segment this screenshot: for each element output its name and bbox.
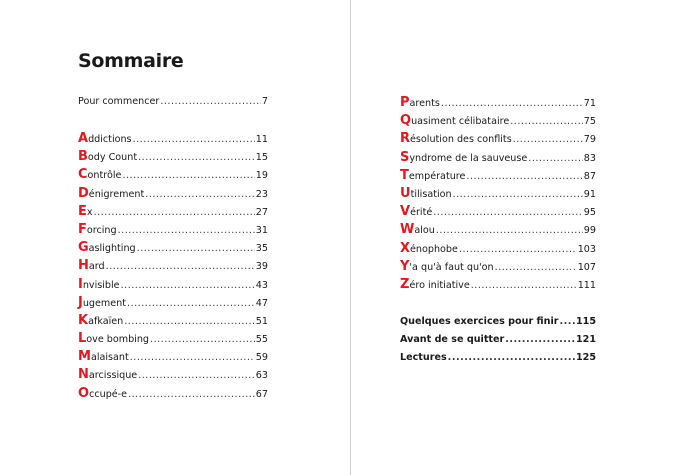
toc-label (78, 167, 121, 182)
toc-label (400, 168, 465, 183)
toc-page: 99 (583, 225, 596, 237)
initial-letter: G (78, 240, 89, 256)
toc-page: 47 (255, 297, 268, 309)
toc-label (400, 222, 435, 237)
toc-label (78, 367, 137, 382)
toc-page: 79 (583, 134, 596, 146)
toc-label-text: Avant de se quitter (400, 334, 505, 346)
toc-label-rest: ontrôle (87, 170, 122, 182)
toc-label-rest: alaisant (90, 352, 129, 364)
toc-entry[interactable] (400, 259, 596, 277)
toc-entry[interactable] (400, 316, 596, 334)
toc-label (78, 386, 127, 401)
toc-label (78, 149, 137, 164)
toc-label-rest: uasiment célibataire (411, 116, 510, 128)
toc-label-rest: éro initiative (409, 279, 470, 291)
toc-page: 27 (255, 206, 268, 218)
initial-letter: D (78, 185, 89, 201)
toc-page: 7 (261, 96, 268, 107)
toc-label-rest: 'a qu'à faut qu'on (409, 261, 494, 273)
toc-page: 111 (577, 279, 596, 291)
toc-page: 115 (575, 316, 596, 327)
toc-label-rest: yndrome de la sauveuse (409, 152, 528, 164)
page-title: Sommaire (78, 50, 184, 72)
toc-entry[interactable] (78, 131, 268, 149)
toc-entry[interactable] (400, 222, 596, 240)
toc-page: 83 (583, 152, 596, 164)
toc-label (400, 352, 447, 363)
toc-entry[interactable] (400, 352, 596, 370)
initial-letter: E (78, 203, 87, 219)
toc-entry[interactable] (78, 331, 268, 349)
toc-label-rest: ody Count (87, 152, 138, 164)
dot-leader (453, 189, 583, 200)
toc-page: 43 (255, 279, 268, 291)
dot-leader (513, 134, 583, 145)
dot-leader (448, 352, 575, 363)
toc-label (78, 204, 93, 219)
toc-page: 31 (255, 224, 268, 236)
dot-leader (160, 96, 261, 107)
dot-leader (145, 189, 255, 200)
toc-page: 75 (583, 116, 596, 128)
dot-leader (433, 207, 583, 218)
dot-leader (138, 152, 255, 163)
toc-list-closing (400, 316, 596, 371)
dot-leader (495, 262, 577, 273)
toc-page: 125 (575, 352, 596, 364)
toc-label-rest: tilisation (410, 188, 452, 200)
initial-letter: C (78, 167, 88, 183)
toc-entry[interactable] (78, 204, 268, 222)
toc-entry[interactable] (78, 167, 268, 185)
dot-leader (505, 334, 575, 345)
toc-entry[interactable] (78, 186, 268, 204)
toc-entry[interactable] (78, 222, 268, 240)
initial-letter: N (78, 367, 89, 383)
toc-list-p-z (400, 95, 596, 295)
toc-entry[interactable] (400, 131, 596, 149)
toc-label-rest: empérature (408, 170, 466, 182)
initial-letter: R (400, 131, 411, 147)
dot-leader (122, 170, 254, 181)
dot-leader (560, 316, 575, 327)
toc-label (400, 150, 527, 165)
dot-leader (510, 116, 583, 127)
toc-label-rest: x (86, 206, 93, 218)
toc-label (78, 258, 105, 273)
initial-letter: K (78, 312, 89, 328)
toc-label-rest: nvisible (82, 279, 120, 291)
toc-page: 39 (255, 261, 268, 273)
initial-letter: Q (400, 113, 412, 129)
toc-page: 15 (255, 152, 268, 164)
dot-leader (94, 207, 255, 218)
initial-letter: Z (400, 276, 410, 292)
toc-entry[interactable] (400, 186, 596, 204)
initial-letter: P (400, 95, 410, 110)
toc-list-a-o (78, 131, 268, 404)
toc-page: 91 (583, 188, 596, 200)
initial-letter: S (400, 149, 410, 165)
toc-page: 71 (583, 98, 596, 109)
toc-label (400, 186, 452, 201)
toc-label-rest: ugement (82, 297, 127, 309)
toc-label (78, 331, 149, 346)
toc-entry[interactable] (400, 204, 596, 222)
toc-page: 87 (583, 170, 596, 182)
toc-label-rest: érité (410, 207, 433, 219)
toc-page: 67 (255, 388, 268, 400)
toc-entry[interactable] (78, 258, 268, 276)
toc-entry-intro[interactable] (78, 96, 268, 114)
toc-entry[interactable] (78, 367, 268, 385)
dot-leader (138, 370, 255, 381)
dot-leader (466, 171, 582, 182)
toc-label (400, 277, 470, 292)
dot-leader (121, 280, 255, 291)
toc-label-rest: ccupé-e (89, 388, 128, 400)
toc-label: Pour commencer (78, 96, 160, 107)
toc-page: 23 (255, 188, 268, 200)
toc-label (78, 313, 123, 328)
initial-letter: H (78, 258, 89, 274)
toc-label-rest: ard (88, 261, 105, 273)
dot-leader (128, 389, 255, 400)
dot-leader (127, 298, 255, 309)
right-page (351, 0, 700, 475)
toc-label-text: Quelques exercices pour finir (400, 316, 559, 327)
toc-label (78, 131, 132, 146)
toc-label (78, 349, 129, 364)
toc-label (78, 186, 144, 201)
toc-page: 121 (575, 334, 596, 346)
dot-leader (137, 243, 255, 254)
dot-leader (124, 316, 255, 327)
initial-letter: U (400, 185, 411, 201)
initial-letter: F (78, 221, 87, 237)
toc-label-rest: orcing (86, 224, 117, 236)
toc-label (78, 277, 120, 292)
intro-toc (78, 96, 268, 114)
dot-leader (118, 225, 255, 236)
toc-page: 51 (255, 315, 268, 327)
toc-entry[interactable] (400, 277, 596, 295)
toc-label (400, 259, 494, 274)
toc-page: 103 (577, 243, 596, 255)
toc-entry[interactable] (400, 113, 596, 131)
toc-entry[interactable] (78, 349, 268, 367)
toc-page: 59 (255, 352, 268, 364)
toc-entry[interactable] (400, 95, 596, 113)
toc-entry[interactable] (78, 277, 268, 295)
toc-label (78, 222, 117, 237)
dot-leader (133, 134, 255, 145)
dot-leader (106, 261, 255, 272)
toc-page: 55 (255, 334, 268, 346)
toc-label-text: Lectures (400, 352, 447, 364)
toc-label-rest: arents (409, 98, 440, 109)
toc-label-rest: ove bombing (86, 334, 150, 346)
toc-entry[interactable] (400, 168, 596, 186)
toc-label-rest: énigrement (88, 188, 145, 200)
dot-leader (459, 244, 577, 255)
toc-entry[interactable] (78, 240, 268, 258)
initial-letter: T (400, 167, 409, 183)
initial-letter: O (78, 385, 90, 401)
toc-label (400, 334, 504, 345)
toc-label (400, 241, 458, 256)
toc-page: 19 (255, 170, 268, 182)
dot-leader (436, 225, 583, 236)
toc-label (400, 95, 440, 110)
initial-letter: X (400, 240, 411, 256)
toc-entry[interactable] (400, 241, 596, 259)
toc-label-rest: ddictions (88, 134, 132, 145)
dot-leader (130, 352, 255, 363)
initial-letter: W (400, 222, 415, 238)
toc-label (400, 316, 559, 327)
toc-label-rest: arcissique (88, 370, 138, 382)
toc-label (78, 240, 136, 255)
toc-label-rest: alou (414, 225, 435, 237)
dot-leader (150, 334, 255, 345)
dot-leader (471, 280, 577, 291)
initial-letter: J (78, 294, 83, 310)
toc-label (78, 295, 126, 310)
toc-page: 11 (255, 134, 268, 145)
initial-letter: B (78, 149, 88, 165)
initial-letter: L (78, 331, 87, 347)
toc-page: 63 (255, 370, 268, 382)
initial-letter: I (78, 276, 83, 292)
initial-letter: A (78, 131, 89, 146)
toc-entry[interactable] (78, 313, 268, 331)
toc-label-rest: afkaïen (88, 315, 124, 327)
initial-letter: Y (400, 258, 410, 274)
toc-entry[interactable] (78, 386, 268, 404)
toc-page: 95 (583, 207, 596, 219)
toc-entry[interactable] (78, 295, 268, 313)
dot-leader (441, 98, 583, 109)
toc-entry[interactable] (400, 334, 596, 352)
toc-page: 35 (255, 243, 268, 255)
toc-page: 107 (577, 261, 596, 273)
dot-leader (528, 153, 583, 164)
initial-letter: M (78, 349, 91, 365)
toc-entry[interactable] (78, 149, 268, 167)
toc-label (400, 131, 512, 146)
toc-label (400, 113, 509, 128)
toc-label (400, 204, 432, 219)
initial-letter: V (400, 204, 411, 220)
toc-label-rest: ésolution des conflits (410, 134, 512, 146)
toc-entry[interactable] (400, 150, 596, 168)
toc-label-rest: énophobe (410, 243, 458, 255)
toc-label-rest: aslighting (88, 243, 136, 255)
